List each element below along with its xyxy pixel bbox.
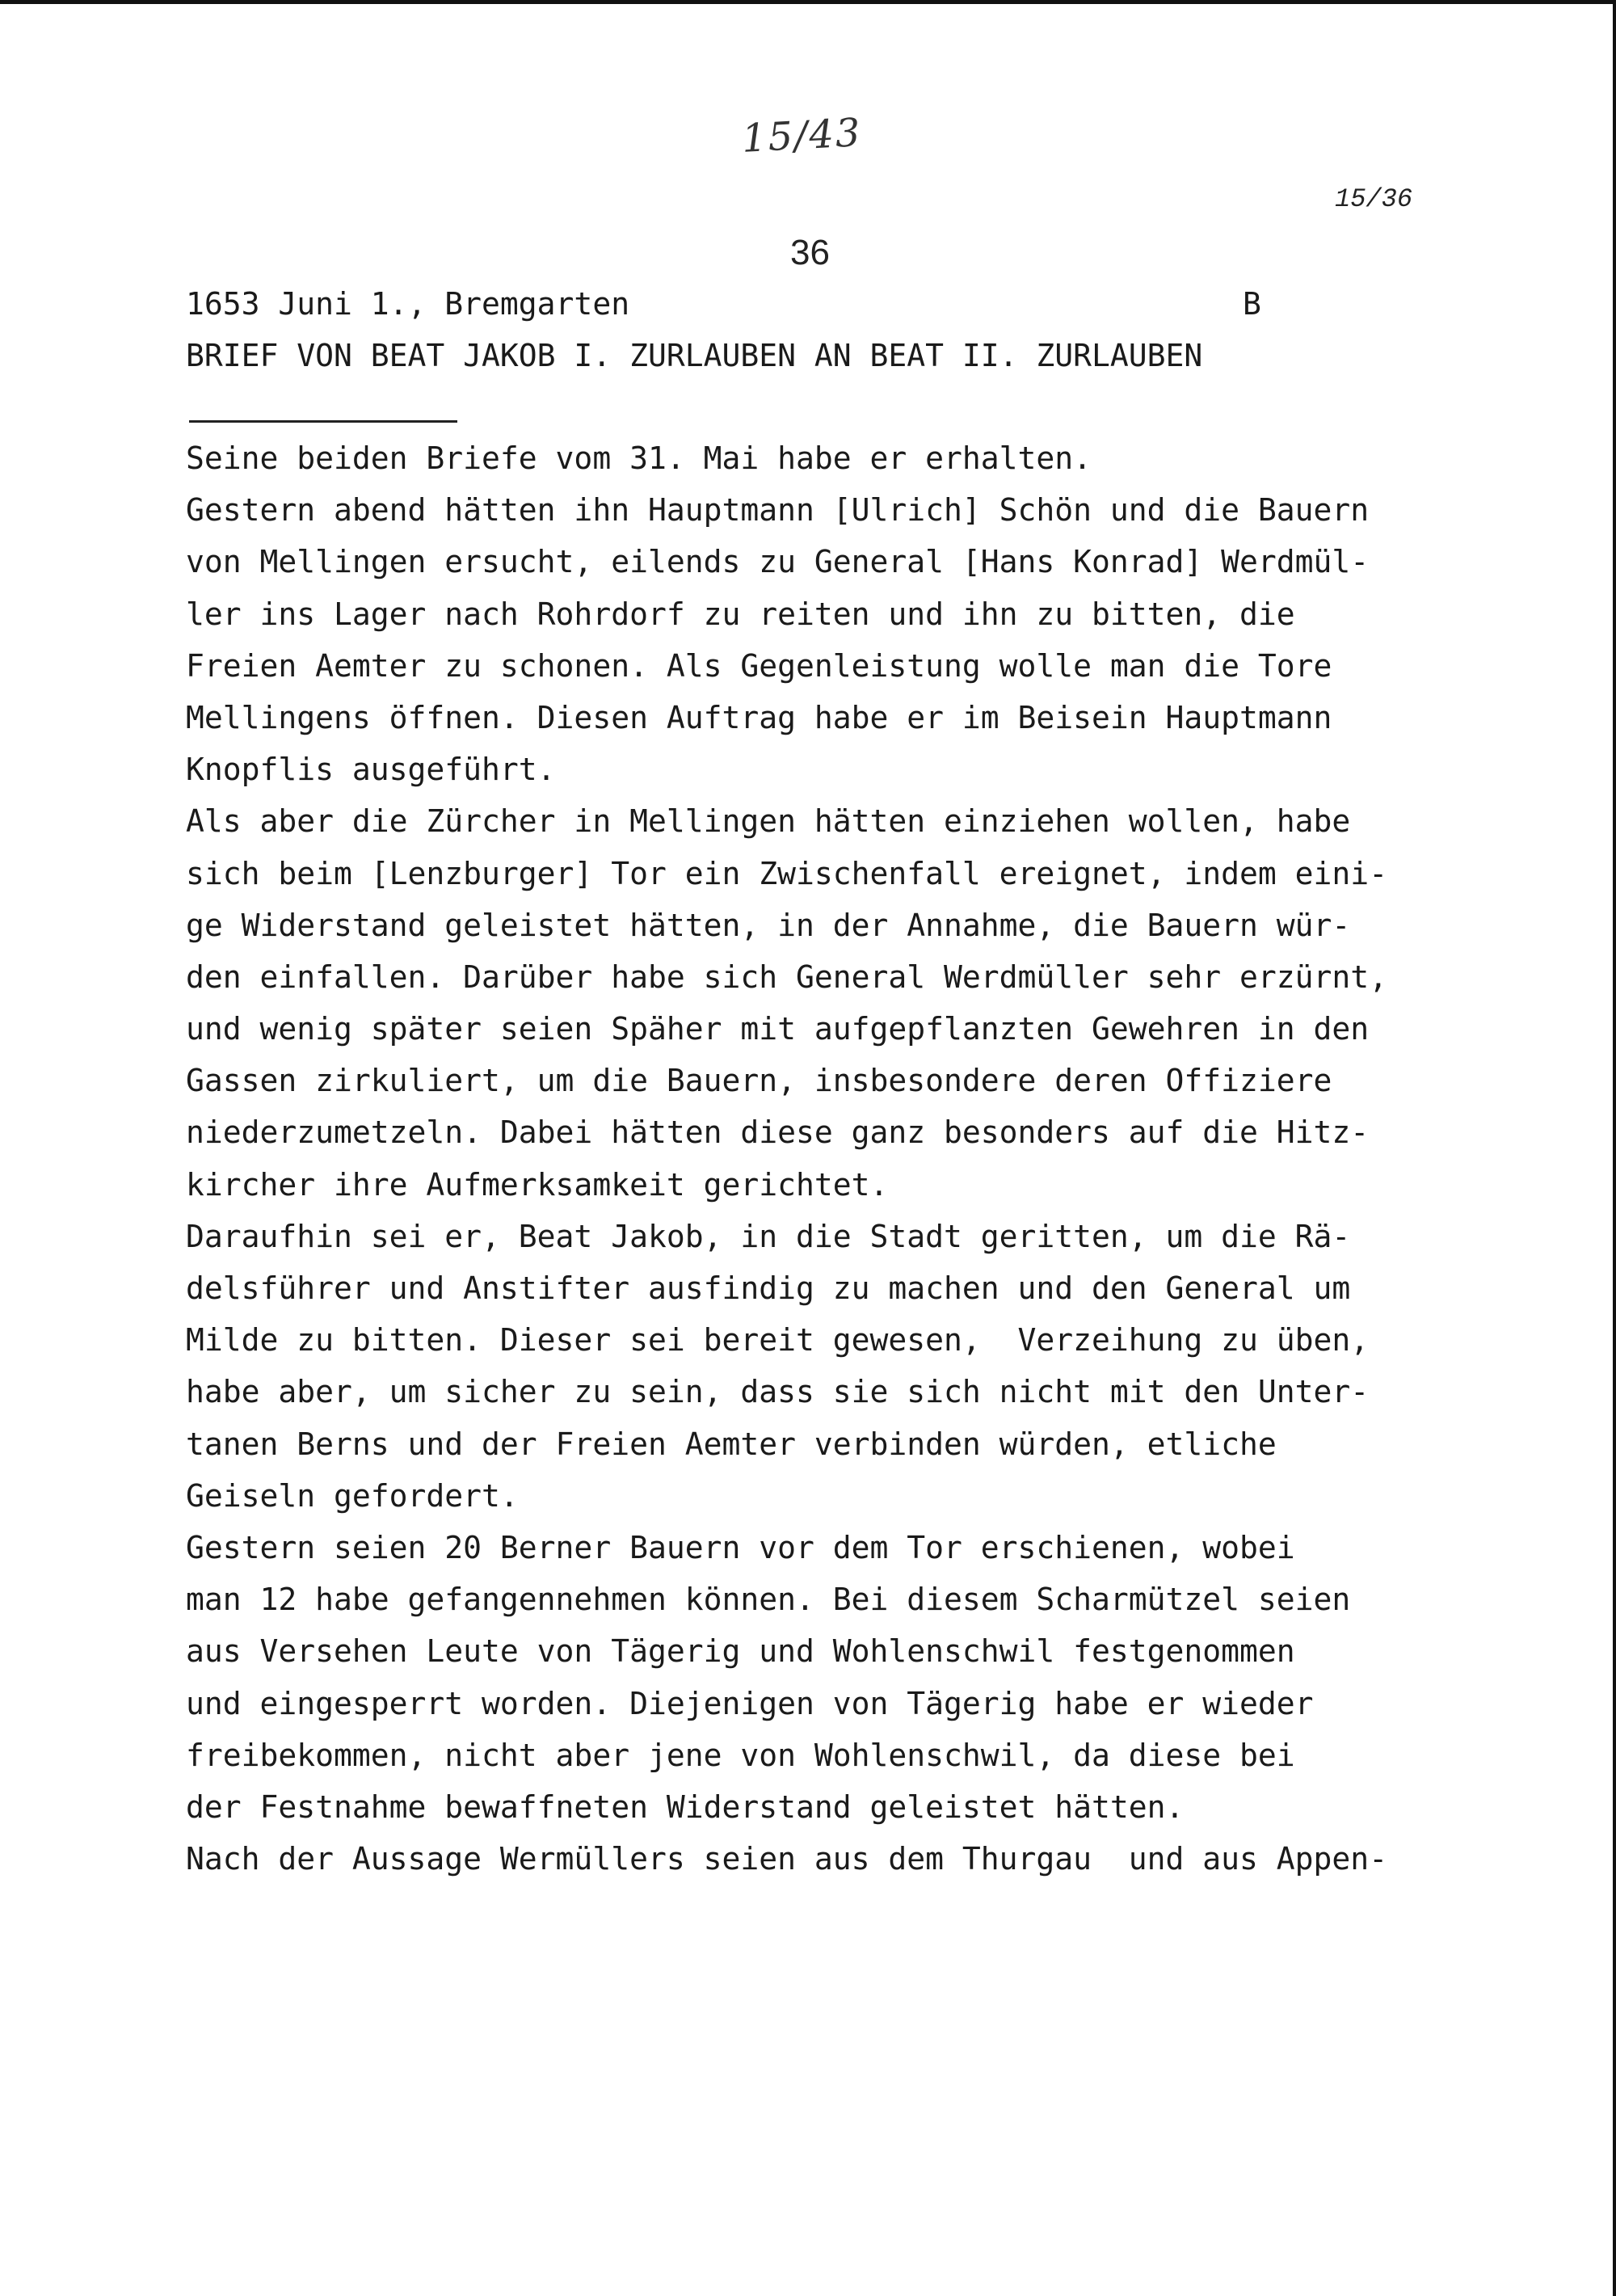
body-line: Freien Aemter zu schonen. Als Gegenleistung wolle man die Tore — [186, 647, 1332, 684]
body-line: ler ins Lager nach Rohrdorf zu reiten und ihn zu bitten, die — [186, 596, 1295, 632]
body-line: und wenig später seien Späher mit aufgepflanzten Gewehren in den — [186, 1011, 1370, 1047]
body-line: Milde zu bitten. Dieser sei bereit gewesen, Verzeihung zu üben, — [186, 1322, 1370, 1359]
reference-number: 15/36 — [1335, 184, 1413, 214]
body-line: Mellingens öffnen. Diesen Auftrag habe er im Beisein Hauptmann — [186, 699, 1332, 735]
body-line: Knopflis ausgeführt. — [186, 752, 556, 788]
handwritten-archive-note: 15/43 — [740, 110, 863, 162]
page-number: 36 — [790, 233, 830, 272]
body-line: und eingesperrt worden. Diejenigen von Tägerig habe er wieder — [186, 1685, 1314, 1721]
body-line: Seine beiden Briefe vom 31. Mai habe er erhalten. — [186, 440, 1092, 476]
body-line: der Festnahme bewaffneten Widerstand geleistet hätten. — [186, 1788, 1185, 1825]
body-line: aus Versehen Leute von Tägerig und Wohlenschwil festgenommen — [186, 1633, 1295, 1670]
body-line: Nach der Aussage Wermüllers seien aus dem Thurgau und aus Appen- — [186, 1841, 1388, 1877]
body-line: ge Widerstand geleistet hätten, in der Annahme, die Bauern wür- — [186, 907, 1351, 943]
body-line: Gestern abend hätten ihn Hauptmann [Ulrich] Schön und die Bauern — [186, 492, 1370, 529]
date-place-line: 1653 Juni 1., Bremgarten — [186, 286, 630, 322]
document-title: BRIEF VON BEAT JAKOB I. ZURLAUBEN AN BEAT II. ZURLAUBEN — [186, 338, 1203, 373]
body-line: Geiseln gefordert. — [186, 1477, 519, 1514]
body-line: Gestern seien 20 Berner Bauern vor dem Tor erschienen, wobei — [186, 1529, 1295, 1565]
page-border-right — [1613, 0, 1616, 2296]
body-line: freibekommen, nicht aber jene von Wohlenschwil, da diese bei — [186, 1737, 1295, 1773]
body-line: niederzumetzeln. Dabei hätten diese ganz besonders auf die Hitz- — [186, 1114, 1370, 1151]
letter-body — [186, 432, 1462, 1885]
body-line: den einfallen. Darüber habe sich General Werdmüller sehr erzürnt, — [186, 958, 1388, 995]
body-line: Daraufhin sei er, Beat Jakob, in die Stadt geritten, um die Rä- — [186, 1218, 1351, 1254]
body-line: sich beim [Lenzburger] Tor ein Zwischenfall ereignet, indem eini- — [186, 855, 1388, 891]
body-line: tanen Berns und der Freien Aemter verbinden würden, etliche — [186, 1426, 1277, 1462]
body-line: Gassen zirkuliert, um die Bauern, insbesondere deren Offiziere — [186, 1063, 1332, 1099]
page-border-top — [0, 0, 1616, 4]
body-line: habe aber, um sicher zu sein, dass sie sich nicht mit den Unter- — [186, 1374, 1370, 1410]
title-separator — [189, 420, 457, 423]
body-line: man 12 habe gefangennehmen können. Bei diesem Scharmützel seien — [186, 1582, 1351, 1618]
classification-letter: B — [1243, 286, 1261, 322]
body-line: delsführer und Anstifter ausfindig zu machen und den General um — [186, 1270, 1351, 1306]
body-line: Als aber die Zürcher in Mellingen hätten einziehen wollen, habe — [186, 803, 1351, 840]
body-line: kircher ihre Aufmerksamkeit gerichtet. — [186, 1166, 889, 1203]
body-line: von Mellingen ersucht, eilends zu General [Hans Konrad] Werdmül- — [186, 544, 1370, 580]
